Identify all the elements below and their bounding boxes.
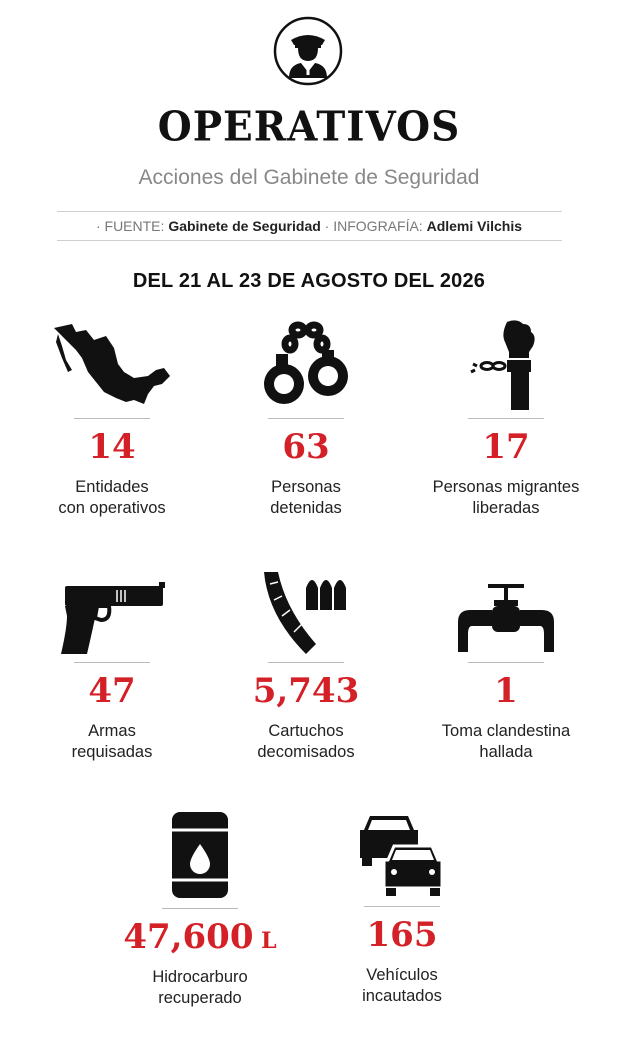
stat-label: Cartuchos decomisados (257, 722, 355, 761)
mexico-map-icon (52, 320, 172, 410)
stat-separator (468, 662, 544, 663)
stat-label: Vehículos incautados (362, 966, 442, 1005)
author-name: Adlemi Vilchis (426, 218, 523, 234)
stat-label: Personas detenidas (270, 478, 342, 517)
stat-separator (74, 418, 150, 419)
stat-entidades (9, 320, 215, 519)
stat-value: 47 (88, 671, 136, 711)
stat-value: 1 (494, 671, 518, 711)
stat-value: 17 (482, 427, 530, 467)
stat-cartuchos (203, 570, 409, 763)
ammo-magazine-icon (258, 570, 354, 654)
security-officer-logo-icon (273, 16, 343, 86)
pipeline-valve-icon (458, 582, 554, 654)
stat-label: Entidades con operativos (58, 478, 166, 517)
stat-separator (268, 418, 344, 419)
source-prefix: · FUENTE: (95, 218, 169, 234)
page-title: OPERATIVOS (157, 102, 461, 152)
stat-label: Toma clandestina hallada (441, 722, 571, 761)
stat-separator (162, 908, 238, 909)
stat-migrantes (403, 320, 609, 519)
stat-label: Armas requisadas (71, 722, 153, 761)
vehicles-icon (358, 810, 446, 898)
stat-separator (468, 418, 544, 419)
infographic-prefix: · INFOGRAFÍA: (320, 218, 427, 234)
stat-label: Personas migrantes liberadas (432, 478, 580, 517)
source-name: Gabinete de Seguridad (168, 218, 321, 234)
stat-detenidas (203, 320, 409, 519)
stat-armas (9, 570, 215, 763)
stat-label: Hidrocarburo recuperado (152, 968, 248, 1007)
stat-toma-clandestina (403, 582, 609, 763)
page-subtitle: Acciones del Gabinete de Seguridad (138, 166, 480, 189)
stat-separator (364, 906, 440, 907)
broken-chain-fist-icon (461, 320, 551, 410)
stat-separator (268, 662, 344, 663)
date-range: DEL 21 AL 23 DE AGOSTO DEL 2026 (132, 270, 486, 292)
stat-separator (74, 662, 150, 663)
credits (0, 218, 618, 234)
stat-value: 47,600 L (123, 917, 277, 957)
oil-barrel-icon (168, 810, 232, 900)
handcuffs-icon (258, 320, 354, 410)
stat-value: 63 (282, 427, 330, 467)
pistol-icon (57, 570, 167, 654)
stat-value: 5,743 (252, 671, 360, 711)
stat-hidrocarburo (97, 810, 303, 1009)
stat-value: 165 (366, 915, 438, 955)
divider-top (57, 211, 562, 212)
stat-vehiculos (299, 810, 505, 1007)
stat-value: 14 (88, 427, 136, 467)
divider-bottom (57, 240, 562, 241)
